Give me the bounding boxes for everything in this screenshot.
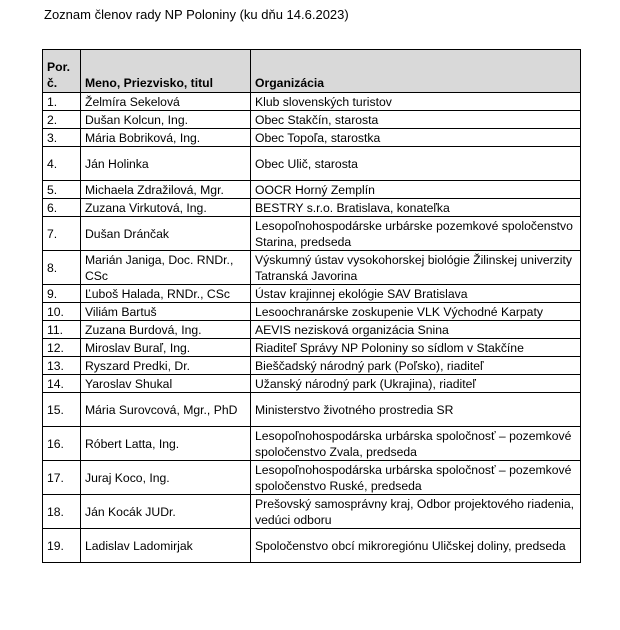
header-name: Meno, Priezvisko, titul	[81, 50, 251, 93]
member-name: Mária Bobriková, Ing.	[81, 129, 251, 147]
table-row	[43, 427, 581, 461]
table-row	[43, 495, 581, 529]
member-organization: Klub slovenských turistov	[251, 93, 581, 111]
member-name: Zuzana Burdová, Ing.	[81, 321, 251, 339]
members-table	[42, 49, 581, 563]
member-name: Ryszard Predki, Dr.	[81, 357, 251, 375]
table-row	[43, 321, 581, 339]
member-organization: Ministerstvo životného prostredia SR	[251, 393, 581, 427]
member-name: Ladislav Ladomirjak	[81, 529, 251, 563]
member-organization: Obec Topoľa, starostka	[251, 129, 581, 147]
member-organization: AEVIS nezisková organizácia Snina	[251, 321, 581, 339]
row-number: 6.	[43, 199, 81, 217]
table-row	[43, 129, 581, 147]
row-number: 4.	[43, 147, 81, 181]
row-number: 17.	[43, 461, 81, 495]
row-number: 15.	[43, 393, 81, 427]
row-number: 11.	[43, 321, 81, 339]
member-organization: Riaditeľ Správy NP Poloniny so sídlom v Stakčíne	[251, 339, 581, 357]
member-organization: Lesopoľnohospodárska urbárska spoločnosť – pozemkové spoločenstvo Zvala, predseda	[251, 427, 581, 461]
table-row	[43, 303, 581, 321]
table-row	[43, 339, 581, 357]
member-organization: Lesoochranárske zoskupenie VLK Východné Karpaty	[251, 303, 581, 321]
table-row	[43, 285, 581, 303]
member-organization: Spoločenstvo obcí mikroregiónu Uličskej doliny, predseda	[251, 529, 581, 563]
member-organization: BESTRY s.r.o. Bratislava, konateľka	[251, 199, 581, 217]
member-organization: Obec Ulič, starosta	[251, 147, 581, 181]
table-row	[43, 147, 581, 181]
row-number: 18.	[43, 495, 81, 529]
table-body	[43, 93, 581, 563]
table-row	[43, 93, 581, 111]
member-name: Dušan Dránčak	[81, 217, 251, 251]
member-organization: Lesopoľnohospodárska urbárska spoločnosť – pozemkové spoločenstvo Ruské, predseda	[251, 461, 581, 495]
row-number: 14.	[43, 375, 81, 393]
member-organization: Obec Stakčín, starosta	[251, 111, 581, 129]
table-row	[43, 375, 581, 393]
table-header-row	[43, 50, 581, 93]
row-number: 8.	[43, 251, 81, 285]
member-name: Mária Surovcová, Mgr., PhD	[81, 393, 251, 427]
row-number: 12.	[43, 339, 81, 357]
row-number: 5.	[43, 181, 81, 199]
member-organization: Užanský národný park (Ukrajina), riaditeľ	[251, 375, 581, 393]
row-number: 10.	[43, 303, 81, 321]
table-row	[43, 393, 581, 427]
row-number: 2.	[43, 111, 81, 129]
member-name: Ľuboš Halada, RNDr., CSc	[81, 285, 251, 303]
member-name: Dušan Kolcun, Ing.	[81, 111, 251, 129]
row-number: 7.	[43, 217, 81, 251]
member-name: Marián Janiga, Doc. RNDr., CSc	[81, 251, 251, 285]
row-number: 3.	[43, 129, 81, 147]
member-name: Ján Holinka	[81, 147, 251, 181]
row-number: 9.	[43, 285, 81, 303]
member-organization: Lesopoľnohospodárske urbárske pozemkové spoločenstvo Starina, predseda	[251, 217, 581, 251]
document-title: Zoznam členov rady NP Poloniny (ku dňu 14.6.2023)	[44, 7, 349, 22]
row-number: 16.	[43, 427, 81, 461]
table-row	[43, 251, 581, 285]
member-name: Zuzana Virkutová, Ing.	[81, 199, 251, 217]
table-row	[43, 217, 581, 251]
table-row	[43, 181, 581, 199]
row-number: 13.	[43, 357, 81, 375]
row-number: 1.	[43, 93, 81, 111]
member-name: Ján Kocák JUDr.	[81, 495, 251, 529]
table-row	[43, 199, 581, 217]
member-organization: OOCR Horný Zemplín	[251, 181, 581, 199]
member-name: Yaroslav Shukal	[81, 375, 251, 393]
member-organization: Bieščadský národný park (Poľsko), riaditeľ	[251, 357, 581, 375]
member-organization: Ústav krajinnej ekológie SAV Bratislava	[251, 285, 581, 303]
table-row	[43, 357, 581, 375]
member-name: Viliám Bartuš	[81, 303, 251, 321]
member-organization: Výskumný ústav vysokohorskej biológie Žilinskej univerzity Tatranská Javorina	[251, 251, 581, 285]
table-row	[43, 529, 581, 563]
table-row	[43, 461, 581, 495]
row-number: 19.	[43, 529, 81, 563]
table-row	[43, 111, 581, 129]
member-organization: Prešovský samosprávny kraj, Odbor projektového riadenia, vedúci odboru	[251, 495, 581, 529]
member-name: Želmíra Sekelová	[81, 93, 251, 111]
member-name: Róbert Latta, Ing.	[81, 427, 251, 461]
header-number: Por. č.	[43, 50, 81, 93]
member-name: Miroslav Buraľ, Ing.	[81, 339, 251, 357]
member-name: Michaela Zdražilová, Mgr.	[81, 181, 251, 199]
header-organization: Organizácia	[251, 50, 581, 93]
member-name: Juraj Koco, Ing.	[81, 461, 251, 495]
